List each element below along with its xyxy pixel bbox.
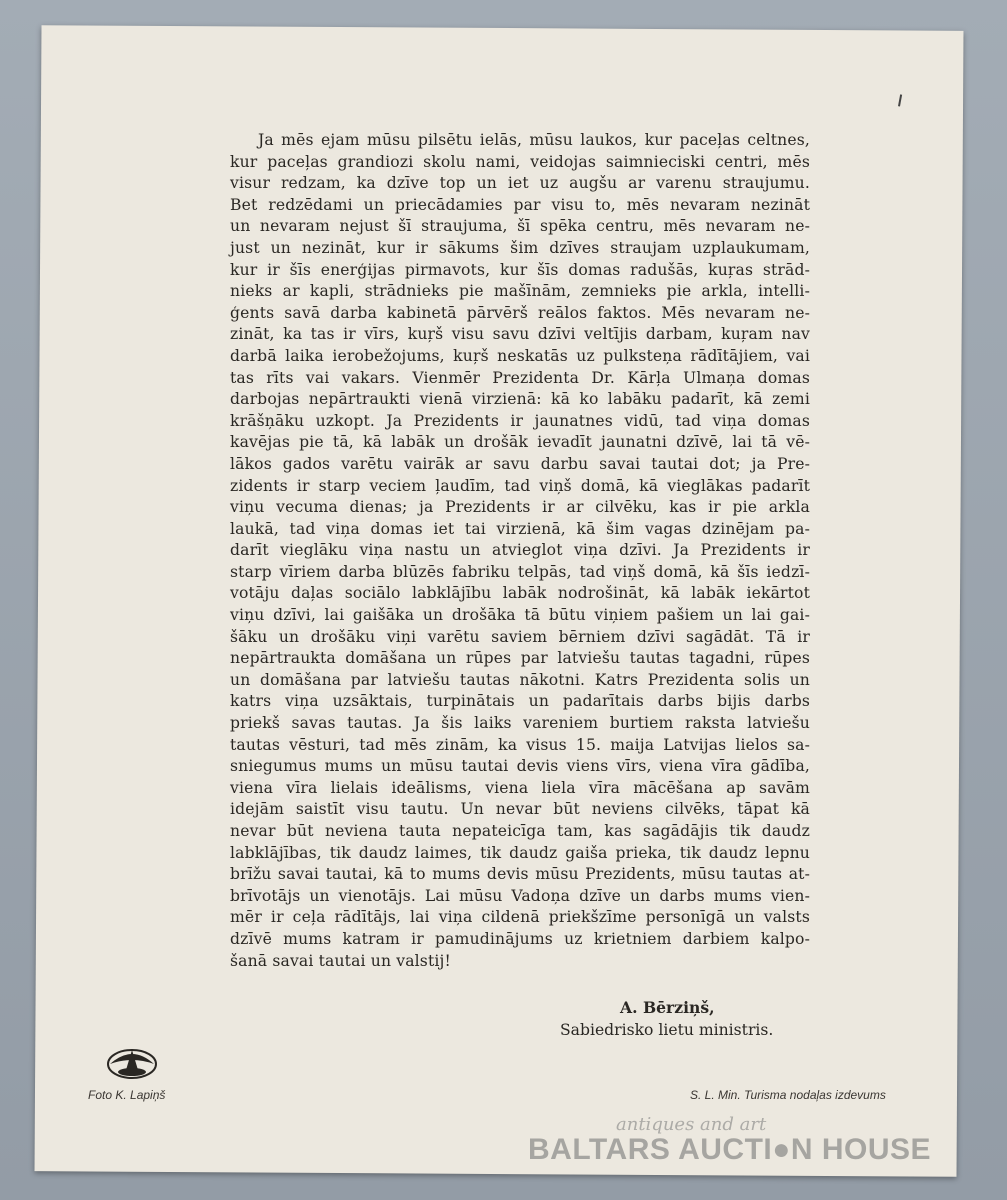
text-line: un nevaram nejust šī straujuma, šī spēka centru, mēs nevaram ne- xyxy=(230,217,810,236)
text-line: šanā savai tautai un valstij! xyxy=(230,951,451,970)
watermark-script: antiques and art xyxy=(616,1114,767,1135)
text-line: nevar būt neviena tauta nepateicīga tam, kas sagādājis tik daudz xyxy=(230,822,810,840)
text-line: krāšņāku uzkopt. Ja Prezidents ir jaunatnes vidū, tad viņa domas xyxy=(230,411,810,430)
text-line: idejām saistīt visu tautu. Un nevar būt neviens cilvēks, tāpat kā xyxy=(230,800,810,819)
text-line: darbojas nepārtraukti vienā virzienā: kā ko labāku padarīt, kā zemi xyxy=(230,390,810,409)
text-line: zināt, ka tas ir vīrs, kuŗš visu savu dzīvi veltījis darbam, kuŗam nav xyxy=(230,325,810,344)
text-line: laukā, tad viņa domas iet tai virzienā, kā šim vagas dzinējam pa- xyxy=(230,519,810,538)
text-line: tautas vēsturi, tad mēs zinām, ka visus 15. maija Latvijas lielos sa- xyxy=(230,735,810,754)
signature-title: Sabiedrisko lietu ministris. xyxy=(560,1021,774,1039)
text-line: tas rīts vai vakars. Vienmēr Prezidenta Dr. Kārļa Ulmaņa domas xyxy=(230,368,810,387)
text-line: šāku un drošāku viņi varētu saviem bērniem dzīvi sagādāt. Tā ir xyxy=(230,627,810,646)
text-line: nepārtraukta domāšana un rūpes par latviešu tautas tagadni, rūpes xyxy=(230,649,810,668)
text-line: kur ir šīs enerģijas pirmavots, kur šīs domas radušās, kuŗas strād- xyxy=(230,260,810,279)
text-line: just un nezināt, kur ir sākums šim dzīves straujam uzplaukumam, xyxy=(230,238,810,257)
text-line: brīžu savai tautai, kā to mums devis mūsu Prezidents, mūsu tautas at- xyxy=(230,865,810,884)
ink-mark xyxy=(898,94,902,106)
text-line: viņu dzīvi, lai gaišāka un drošāka tā būtu viņiem pašiem un lai gai- xyxy=(230,606,810,625)
text-line: zidents ir starp veciem ļaudīm, tad viņš domā, kā vieglākas padarīt xyxy=(230,476,810,495)
text-line: Ja mēs ejam mūsu pilsētu ielās, mūsu laukos, kur paceļas celtnes, xyxy=(258,131,810,149)
text-line: visur redzam, ka dzīve top un iet uz augšu ar varenu straujumu. xyxy=(230,174,810,193)
text-line: brīvotājs un vienotājs. Lai mūsu Vadoņa dzīve un darbs mums vien- xyxy=(230,886,810,905)
text-line: Bet redzēdami un priecādamies par visu to, mēs nevaram nezināt xyxy=(230,195,810,214)
text-line: dzīvē mums katram ir pamudinājums uz krietniem darbiem kalpo- xyxy=(230,929,810,948)
signature-block xyxy=(560,997,810,1041)
text-line: darbā laika ierobežojums, kuŗš neskatās uz pulksteņa rādītājiem, vai xyxy=(230,346,810,365)
text-line: ģents savā darba kabinetā pārvērš reālos faktos. Mēs nevaram ne- xyxy=(230,303,810,322)
text-line: viena vīra lielais ideālisms, viena liela vīra mācēšana ap savām xyxy=(230,778,810,797)
text-line: votāju daļas sociālo labklājību labāk nodrošināt, kā labāk iekārtot xyxy=(230,584,810,603)
text-line: nieks ar kapli, strādnieks pie mašīnām, zemnieks pie arkla, intelli- xyxy=(230,282,810,301)
propeller-emblem-icon xyxy=(104,1040,160,1084)
text-line: darīt vieglāku viņa nastu un atvieglot viņa dzīvi. Ja Prezidents ir xyxy=(230,541,810,560)
text-line: mēr ir ceļa rādītājs, lai viņa cildenā priekšzīme personīgā un valsts xyxy=(230,908,810,927)
watermark-main: BALTARS AUCTI●N HOUSE xyxy=(528,1133,932,1166)
text-line: sniegumus mums un mūsu tautai devis viens vīrs, viena vīra gādība, xyxy=(230,757,810,776)
text-line: un domāšana par latviešu tautas nākotni. Katrs Prezidenta solis un xyxy=(230,670,810,689)
photo-credit: Foto K. Lapiņš xyxy=(88,1088,166,1102)
text-line: kur paceļas grandiozi skolu nami, veidojas saimnieciski centri, mēs xyxy=(230,152,810,171)
publisher-note: S. L. Min. Turisma nodaļas izdevums xyxy=(690,1088,886,1102)
text-line: labklājības, tik daudz laimes, tik daudz gaiša prieka, tik daudz lepnu xyxy=(230,843,810,862)
text-line: lākos gados varētu vairāk ar savu darbu savai tautai dot; ja Pre- xyxy=(230,454,810,473)
body-text xyxy=(230,130,810,972)
text-line: kavējas pie tā, kā labāk un drošāk ievadīt jaunatni dzīvē, lai tā vē- xyxy=(230,433,810,452)
text-line: priekš savas tautas. Ja šis laiks vareniem burtiem raksta latviešu xyxy=(230,714,810,733)
text-line: katrs viņa uzsāktais, turpinātais un padarītais darbs bijis darbs xyxy=(230,692,810,711)
text-line: viņu vecuma dienas; ja Prezidents ir ar cilvēku, kas ir pie arkla xyxy=(230,498,810,517)
signature-name: A. Bērziņš, xyxy=(620,998,715,1017)
text-line: starp vīriem darba blūzēs fabriku telpās, tad viņš domā, kā šīs iedzī- xyxy=(230,562,810,581)
